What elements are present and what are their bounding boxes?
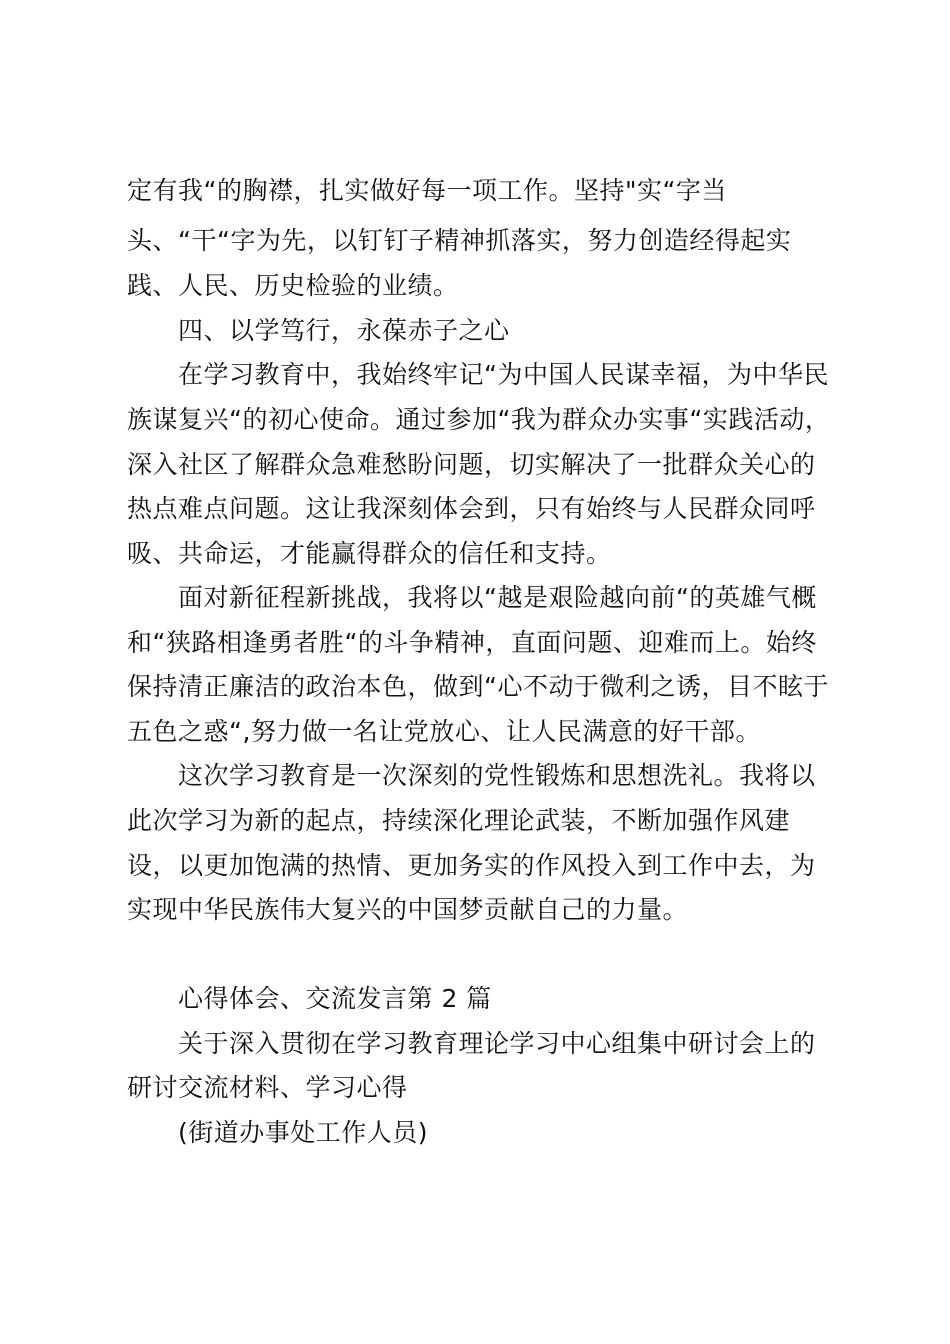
paragraph-line: 热点难点问题。这让我深刻体会到，只有始终与人民群众同呼 [127, 494, 816, 523]
paragraph-line: 深入社区了解群众急难愁盼问题，切实解决了一批群众关心的 [127, 450, 816, 479]
article-heading: 心得体会、交流发言第 2 篇 [178, 984, 492, 1013]
paragraph-line: 这次学习教育是一次深刻的党性锻炼和思想洗礼。我将以 [178, 761, 816, 790]
article-title-line: 关于深入贯彻在学习教育理论学习中心组集中研讨会上的 [178, 1029, 816, 1058]
paragraph-line: 面对新征程新挑战，我将以“越是艰险越向前“的英雄气概 [178, 583, 817, 612]
paragraph-line: 族谋复兴“的初心使命。通过参加“我为群众办实事“实践活动， [127, 405, 831, 434]
paragraph-line: 吸、共命运，才能赢得群众的信任和支持。 [127, 539, 612, 568]
author-line: (街道办事处工作人员) [178, 1118, 429, 1147]
paragraph-line: 五色之惑“,努力做一名让党放心、让人民满意的好干部。 [127, 717, 761, 746]
paragraph-line: 实现中华民族伟大复兴的中国梦贡献自己的力量。 [127, 895, 689, 924]
article-title-line: 研讨交流材料、学习心得 [127, 1073, 408, 1102]
section-heading: 四、以学笃行，永葆赤子之心 [178, 316, 510, 345]
paragraph-line: 头、“干“字为先，以钉钉子精神抓落实，努力创造经得起实 [127, 226, 792, 255]
paragraph-line: 设，以更加饱满的热情、更加务实的作风投入到工作中去，为 [127, 851, 816, 880]
paragraph-line: 践、人民、历史检验的业绩。 [127, 271, 459, 300]
paragraph-line: 定有我“的胸襟，扎实做好每一项工作。坚持"实“字当 [127, 176, 727, 205]
paragraph-line: 此次学习为新的起点，持续深化理论武装，不断加强作风建 [127, 806, 791, 835]
paragraph-line: 在学习教育中，我始终牢记“为中国人民谋幸福，为中华民 [178, 360, 829, 389]
paragraph-line: 保持清正廉洁的政治本色，做到“心不动于微利之诱，目不眩于 [127, 672, 829, 701]
paragraph-line: 和“狭路相逢勇者胜“的斗争精神，直面问题、迎难而上。始终 [127, 628, 817, 657]
